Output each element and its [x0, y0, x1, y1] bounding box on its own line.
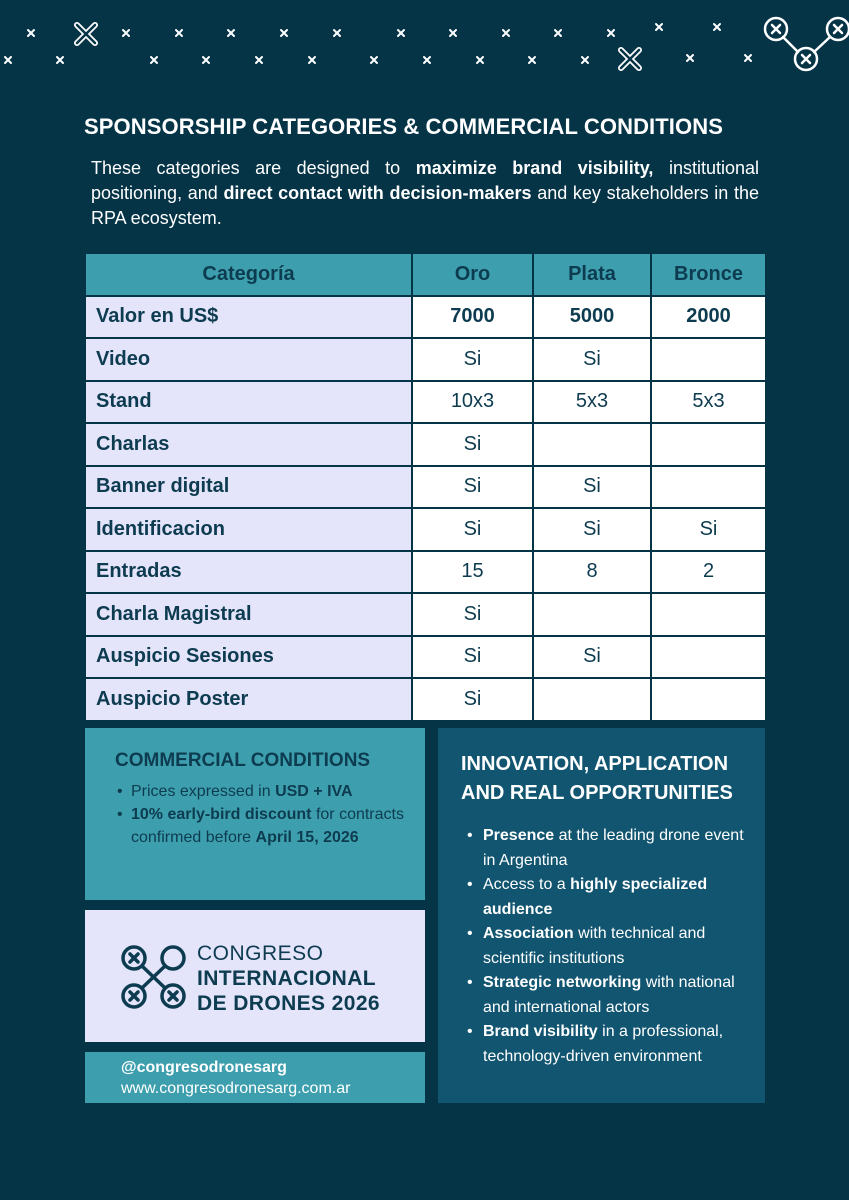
cell-bronce: [651, 593, 766, 636]
header-plata: Plata: [533, 253, 651, 296]
cell-oro: Si: [412, 466, 533, 509]
intro-text-1: These categories are designed to: [91, 158, 416, 178]
table-row: [85, 381, 766, 424]
cell-oro: Si: [412, 423, 533, 466]
row-label: Auspicio Poster: [85, 678, 412, 721]
row-label: Identificacion: [85, 508, 412, 551]
table-row: [85, 423, 766, 466]
benefit-text: Access to a: [483, 876, 571, 893]
list-item: [115, 780, 405, 803]
logo-line-drones: DE DRONES 2026: [197, 992, 381, 1015]
row-label: Stand: [85, 381, 412, 424]
cell-oro: Si: [412, 593, 533, 636]
cell-bronce: [651, 636, 766, 679]
benefit-bold: Brand visibility: [483, 1023, 598, 1040]
cell-bronce: 2: [651, 551, 766, 594]
table-row: [85, 593, 766, 636]
list-item: [461, 971, 747, 1020]
innovation-heading: [461, 750, 747, 808]
condition-bold: 10% early-bird discount: [131, 806, 312, 823]
cell-oro: 10x3: [412, 381, 533, 424]
congress-logo-panel: [85, 910, 425, 1042]
benefit-text: with technical and scientific institutions: [483, 925, 706, 967]
innovation-heading-line2: AND REAL OPPORTUNITIES: [461, 782, 733, 804]
list-item: [115, 803, 405, 849]
cell-bronce: Si: [651, 508, 766, 551]
cell-bronce: [651, 466, 766, 509]
header-oro: Oro: [412, 253, 533, 296]
cell-oro: Si: [412, 338, 533, 381]
benefit-bold: highly specialized audience: [483, 876, 708, 918]
intro-paragraph: [91, 156, 759, 231]
row-label: Valor en US$: [85, 296, 412, 339]
intro-text-2: institutional positioning, and: [91, 158, 759, 203]
row-label: Auspicio Sesiones: [85, 636, 412, 679]
cell-plata: 5x3: [533, 381, 651, 424]
cell-bronce: [651, 338, 766, 381]
cell-oro: 7000: [412, 296, 533, 339]
intro-text-3: and key stakeholders in the RPA ecosystem.: [91, 183, 759, 228]
list-item: [461, 1020, 747, 1069]
cell-plata: Si: [533, 338, 651, 381]
benefit-text: in a professional, technology-driven environment: [483, 1023, 724, 1065]
cell-plata: [533, 678, 651, 721]
table-row: [85, 636, 766, 679]
benefit-bold: Presence: [483, 827, 555, 844]
cell-bronce: [651, 678, 766, 721]
conditions-heading: COMMERCIAL CONDITIONS: [115, 750, 371, 771]
table-row: [85, 551, 766, 594]
decorative-x-pattern: [0, 0, 849, 80]
header-bronce: Bronce: [651, 253, 766, 296]
cell-plata: [533, 593, 651, 636]
logo-wordmark: [197, 941, 380, 1016]
table-row: [85, 678, 766, 721]
cell-oro: Si: [412, 636, 533, 679]
condition-bold: USD + IVA: [275, 783, 353, 800]
condition-date: April 15, 2026: [255, 829, 359, 846]
header-categoria: Categoría: [85, 253, 412, 296]
row-label: Video: [85, 338, 412, 381]
cell-bronce: 2000: [651, 296, 766, 339]
website-link[interactable]: www.congresodronesarg.com.ar: [121, 1080, 351, 1097]
cell-plata: 8: [533, 551, 651, 594]
cell-plata: [533, 423, 651, 466]
condition-text: Prices expressed in: [131, 783, 276, 800]
page-title: SPONSORSHIP CATEGORIES & COMMERCIAL CONDITIONS: [84, 114, 723, 139]
table-header-row: [85, 253, 766, 296]
social-handle[interactable]: @congresodronesarg: [121, 1059, 287, 1076]
table-row: [85, 466, 766, 509]
table-row: [85, 508, 766, 551]
commercial-conditions-panel: [85, 728, 425, 900]
row-label: Banner digital: [85, 466, 412, 509]
table-row: [85, 338, 766, 381]
conditions-list: [115, 780, 405, 849]
intro-bold-1: maximize brand visibility,: [415, 158, 654, 178]
cell-plata: Si: [533, 466, 651, 509]
innovation-list: [461, 824, 747, 1069]
intro-bold-2: direct contact with decision-makers: [223, 183, 532, 203]
logo-line-internacional: INTERNACIONAL: [197, 967, 377, 990]
innovation-heading-line1: INNOVATION, APPLICATION: [461, 753, 729, 775]
contact-panel: [85, 1052, 425, 1103]
cell-oro: 15: [412, 551, 533, 594]
condition-text: for contracts confirmed before: [131, 806, 404, 846]
cell-oro: Si: [412, 508, 533, 551]
innovation-panel: [438, 728, 765, 1103]
list-item: [461, 824, 747, 873]
list-item: [461, 922, 747, 971]
row-label: Entradas: [85, 551, 412, 594]
logo-line-congreso: CONGRESO: [197, 942, 324, 965]
row-label: Charla Magistral: [85, 593, 412, 636]
benefit-bold: Strategic networking: [483, 974, 642, 991]
cell-plata: Si: [533, 508, 651, 551]
cell-plata: 5000: [533, 296, 651, 339]
cell-bronce: [651, 423, 766, 466]
row-label: Charlas: [85, 423, 412, 466]
cell-oro: Si: [412, 678, 533, 721]
drone-logo-icon: [121, 944, 187, 1010]
cell-plata: Si: [533, 636, 651, 679]
cell-bronce: 5x3: [651, 381, 766, 424]
benefit-text: at the leading drone event in Argentina: [483, 827, 744, 869]
sponsorship-table: [84, 252, 767, 722]
benefit-bold: Association: [483, 925, 574, 942]
benefit-text: with national and international actors: [483, 974, 735, 1016]
table-row: [85, 296, 766, 339]
list-item: [461, 873, 747, 922]
